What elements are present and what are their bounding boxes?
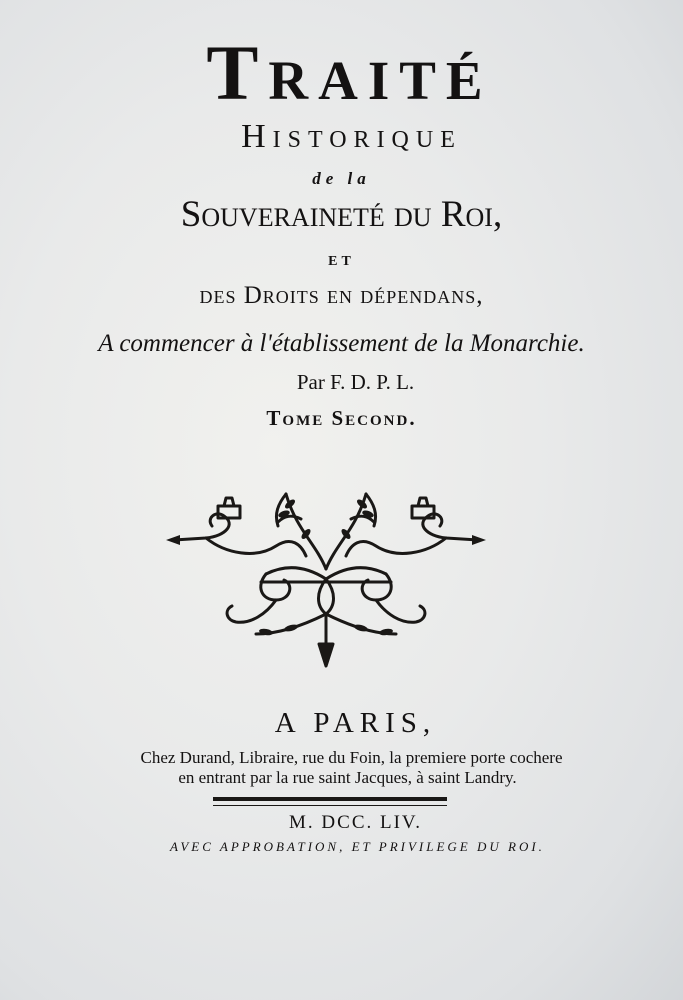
imprint-publisher-line2: en entrant par la rue saint Jacques, à saint Landry. <box>178 768 517 787</box>
imprint-date: M. DCC. LIV. <box>289 812 422 833</box>
imprint-publisher-line1: Chez Durand, Libraire, rue du Foin, la premiere porte cochere <box>140 748 563 767</box>
imprint-privilege: AVEC APPROBATION, ET PRIVILEGE DU ROI. <box>170 839 545 854</box>
vignette-ornament-icon <box>166 474 486 674</box>
double-rule-thin <box>213 805 447 806</box>
volume-label: Tome Second. <box>266 406 417 430</box>
title-line-souverainete: Souveraineté du Roi, <box>180 194 503 235</box>
title-line-monarchie: A commencer à l'établissement de la Monarchie. <box>98 330 585 357</box>
title-line-de-la: de la <box>312 169 371 188</box>
author-initials: Par F. D. P. L. <box>296 370 415 394</box>
book-title: Traité <box>206 29 493 116</box>
double-rule-thick <box>213 797 447 801</box>
title-line-droits: des Droits en dépendans, <box>199 282 484 309</box>
title-line-historique: Historique <box>241 118 462 155</box>
imprint-place: A PARIS, <box>274 707 437 739</box>
title-line-et: ET <box>328 254 355 269</box>
